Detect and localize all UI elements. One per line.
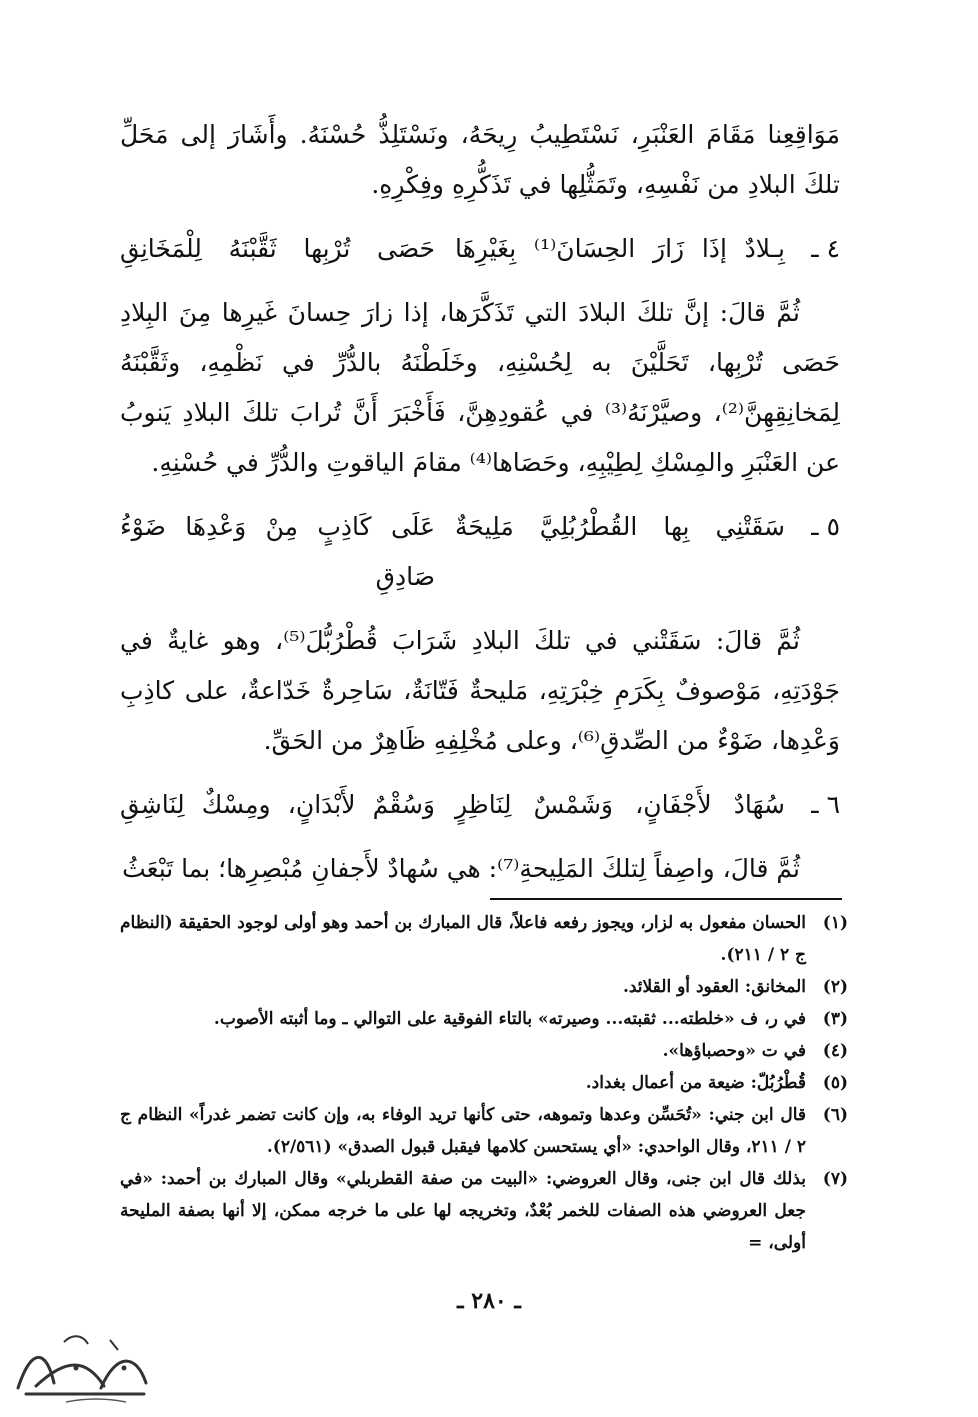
footnote-text: الحسان مفعول به لزار، ويجوز رفعه فاعلاً، قال المبارك بن أحمد وهو أولى لوجود الحقيقة (النظام ج ٢ / ٢١١). xyxy=(120,913,806,965)
stamp-calligraphy-icon xyxy=(6,1328,156,1406)
footnote-1 xyxy=(120,907,848,971)
verse-6-hemistich-2: وَسُقْمٌ لأَبْدَانٍ، ومِسْكٌ لِنَاشِقِ xyxy=(120,790,435,819)
verse-6-number: ٦ ـ xyxy=(811,790,840,819)
verse-4 xyxy=(120,224,840,274)
verse-5-hemistich-2: عَلَى كَاذِبٍ مِنْ وَعْدِهَا ضَوْءُ صَادِقِ xyxy=(120,512,435,591)
footnote-2 xyxy=(120,971,848,1003)
footnote-number: (٧) xyxy=(822,1169,848,1189)
paragraph-commentary-4: ثُمَّ قالَ: إنَّ تلكَ البلادَ التي تَذَكَّرَها، إذا زارَ حِسانَ غَيرِها مِنَ البِلادِ حَصَى تُرْبِها، تَحَلَّيْنَ به لِحُسْنِهِ، وخَلَطْنَهُ بالدُّرِّ في نَظْمِهِ، وثَقَّبْنَهُ لِمَخانِقِهِنَّ⁽²⁾، وصيَّرْنَهُ⁽³⁾ في عُقودِهِنَّ، فَأَخْبَرَ أَنَّ تُرابَ تلكَ البلادِ يَنوبُ عن العَنْبَرِ والمِسْكِ لِطِيْبِهِ، وحَصَاها⁽⁴⁾ مقامَ الياقوتِ والدُّرِّ في حُسْنِهِ. xyxy=(120,298,841,477)
footnote-text: المخانق: العقود أو القلائد. xyxy=(622,977,806,997)
footnote-text: قُطْرُبُلّ: ضيعة من أعمال بغداد. xyxy=(585,1073,806,1093)
footnote-3 xyxy=(120,1003,848,1035)
paragraph-intro: مَوَاقِعِنا مَقَامَ العَنْبَرِ، نَسْتَطِيبُ رِيحَهُ، ونَسْتَلِذُّ حُسْنَهُ. وأَشَارَ إلى مَحَلِّ تلكَ البلادِ من نَفْسِهِ، وتَمَثُّلِها في تَذَكُّرِهِ وفِكْرِهِ. xyxy=(120,120,840,199)
footnote-number: (٤) xyxy=(822,1041,848,1061)
footnote-text: بذلك قال ابن جنى، وقال العروضي: «البيت من صفة القطربلي» وقال المبارك بن أحمد: «في جعل العروضي هذه الصفات للخمر بُعْدٌ، وتخريجه لها على ما خرجه ممكن، إلا أنها بصفة المليحة أولى، = xyxy=(120,1169,806,1253)
footnote-6 xyxy=(120,1099,848,1163)
verse-5-hemistich-1: سَقَتْنِي بِها القُطْرُبُلِيَّ مَلِيحَةٌ xyxy=(455,512,785,541)
footnote-number: (٣) xyxy=(822,1009,848,1029)
verse-6 xyxy=(120,780,840,830)
calligraphic-stamp xyxy=(6,1328,156,1406)
verse-4-hemistich-2: حَصَى تُرْبِها ثَقَّبْنَهُ لِلْمَخَانِقِ xyxy=(120,234,435,263)
footnote-number: (١) xyxy=(822,913,848,933)
footnote-text: في ر، ف «خلطته... ثقبته... وصيرته» بالتاء الفوقية على التوالي ـ وما أثبته الأصوب. xyxy=(213,1009,806,1029)
verse-6-hemistich-1: سُهَادٌ لأَجْفَانٍ، وَشَمْسٌ لِنَاظِرٍ xyxy=(455,790,785,819)
footnote-separator xyxy=(490,898,842,900)
footnotes xyxy=(120,907,848,1259)
page-number: ـ ٢٨٠ ـ xyxy=(457,1288,521,1314)
paragraph-commentary-5: ثُمَّ قالَ: سَقَتْني في تلكَ البلادِ شَرَابَ قُطْرُبُّلَ⁽⁵⁾، وهو غايةٌ في جَوْدَتِهِ، مَوْصوفٌ بِكَرَمِ خِبْرَتِهِ، مَليحةٌ فَتّانَةٌ، سَاحِرةٌ خَدّاعةٌ، على كاذِبِ وَعْدِها، ضَوْءٌ من الصِّدقِ⁽⁶⁾، وعلى مُخْلِفِهِ ظَاهِرٌ من الحَقِّ. xyxy=(120,626,840,755)
footnote-text: في ت «وحصباؤها». xyxy=(662,1041,806,1061)
footnote-7 xyxy=(120,1163,848,1259)
paragraph-commentary-6: ثُمَّ قالَ، واصِفاً لِتلكَ المَلِيحةِ⁽⁷⁾: هي سُهادٌ لأَجفانِ مُبْصِرِها؛ بما تَبْعَثُ xyxy=(122,854,800,883)
footnote-number: (٢) xyxy=(822,977,848,997)
footnote-text: قال ابن جني: «تُحَسِّن وعدها وتموهه، حتى كأنها تريد الوفاء به، وإن كانت تضمر غدراً» النظام ج ٢ / ٢١١، وقال الواحدي: «أي يستحسن كلامها فيقبل قبول الصدق» (٢/٥٦١). xyxy=(120,1105,806,1157)
footnote-number: (٦) xyxy=(822,1105,848,1125)
verse-5 xyxy=(120,502,840,602)
verse-4-hemistich-1: بِـلادٌ إذَا زَارَ الحِسَانَ⁽¹⁾ بِغَيْرِهَا xyxy=(455,234,785,263)
footnote-number: (٥) xyxy=(822,1073,848,1093)
verse-4-number: ٤ ـ xyxy=(811,234,840,263)
main-text xyxy=(120,110,840,894)
footnote-4 xyxy=(120,1035,848,1067)
footnote-5 xyxy=(120,1067,848,1099)
verse-5-number: ٥ ـ xyxy=(811,512,840,541)
